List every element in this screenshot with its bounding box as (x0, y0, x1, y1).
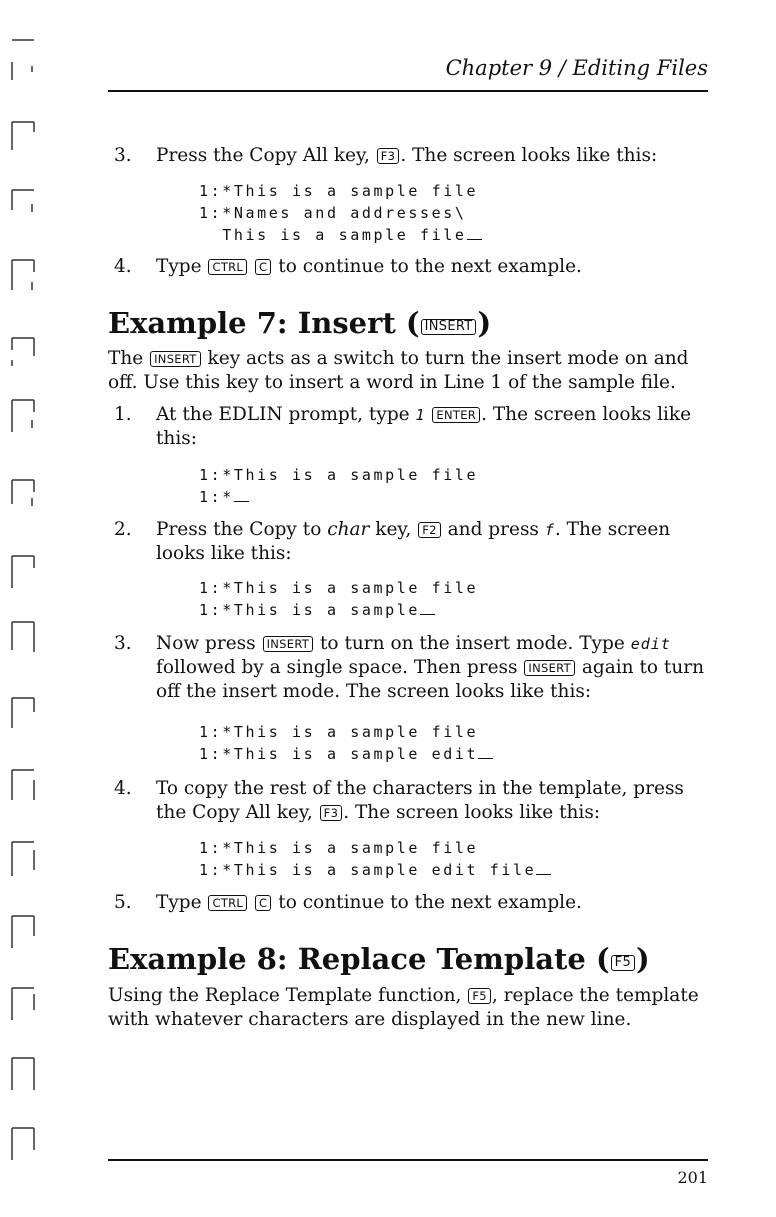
step-text-part: Type (156, 256, 202, 277)
screen-line: 1:*This is a sample file (199, 839, 479, 857)
typed-text: edit (630, 635, 671, 653)
step-text-part: key, (375, 519, 412, 540)
screen-line (199, 743, 708, 765)
f5-key-icon: F5 (611, 955, 635, 971)
intro-text: , replace the template with whatever characters are displayed in the new line. (108, 985, 699, 1030)
cursor (536, 862, 551, 875)
screen-line-text: This is a sample file (199, 226, 467, 244)
header-rule (108, 90, 708, 92)
section-heading-example-8 (108, 942, 708, 976)
step-number: 4. (114, 256, 132, 277)
step-text-part: To copy the rest of the characters in the template, press the Copy All key, (156, 778, 684, 823)
heading-text: Example 7: Insert ( (108, 306, 420, 340)
step-text (156, 255, 708, 279)
intro-text: key acts as a switch to turn the insert mode on and off. Use this key to insert a word in Line 1 of the sample file. (108, 348, 689, 393)
f3-key-icon: F3 (320, 805, 343, 821)
f2-key-icon: F2 (418, 522, 441, 538)
cursor (478, 746, 493, 759)
f5-key-icon: F5 (468, 988, 491, 1004)
step-text-part: At the EDLIN prompt, type (156, 404, 410, 425)
screen-line (199, 599, 708, 621)
insert-key-icon: INSERT (524, 660, 575, 676)
screen-output (108, 464, 708, 508)
screen-output (108, 837, 708, 881)
c-key-icon: C (255, 895, 271, 911)
step-text-part: and press (447, 519, 539, 540)
screen-line (199, 486, 708, 508)
step-text-part: again to turn off the insert mode. The screen looks like this: (156, 657, 705, 702)
step-text (156, 777, 708, 825)
page-body (108, 144, 708, 1032)
intro-text: Using the Replace Template function, (108, 985, 462, 1006)
heading-text: ) (636, 942, 650, 976)
step-text-part: to turn on the insert mode. Type (320, 633, 625, 654)
intro-text: The (108, 348, 144, 369)
screen-line-text: 1:*This is a sample edit file (199, 861, 537, 879)
typed-text: 1 (415, 406, 426, 424)
step-item (108, 403, 708, 451)
screen-line (199, 202, 708, 224)
step-text (156, 144, 708, 168)
step-text-part: . The screen looks like this: (400, 145, 658, 166)
screen-line-text: 1:*This is a sample edit (199, 745, 479, 763)
step-text-part: . The screen looks like this: (156, 404, 692, 449)
step-number: 5. (114, 892, 132, 913)
binding-marks (0, 0, 40, 1217)
screen-line-text: 1:*This is a sample (199, 601, 420, 619)
step-number: 1. (114, 404, 132, 425)
typed-text: f (544, 521, 555, 539)
step-text-part: to continue to the next example. (278, 892, 582, 913)
step-item (108, 632, 708, 704)
insert-key-icon: INSERT (150, 351, 201, 367)
screen-line: 1:*This is a sample file (199, 723, 479, 741)
step-text-part: Press the Copy All key, (156, 145, 370, 166)
step-number: 2. (114, 519, 132, 540)
screen-line-text: 1:*Names and addresses\ (199, 204, 467, 222)
insert-key-icon: INSERT (263, 636, 314, 652)
ctrl-key-icon: CTRL (208, 259, 247, 275)
screen-output (108, 577, 708, 621)
page-number: 201 (677, 1168, 708, 1187)
screen-line: 1:*This is a sample file (199, 579, 479, 597)
step-number: 3. (114, 145, 132, 166)
screen-line-text: 1:* (199, 488, 234, 506)
step-text-part: Type (156, 892, 202, 913)
screen-line: 1:*This is a sample file (199, 466, 479, 484)
section-intro (108, 347, 708, 395)
chapter-header: Chapter 9 / Editing Files (445, 56, 708, 80)
step-item (108, 255, 708, 279)
step-text-part: Now press (156, 633, 256, 654)
step-text (156, 518, 708, 566)
cursor (234, 489, 249, 502)
step-item (108, 777, 708, 825)
section-heading-example-7 (108, 306, 708, 340)
step-text-part: to continue to the next example. (278, 256, 582, 277)
step-text-part: . The screen looks like this: (343, 802, 601, 823)
screen-line: 1:*This is a sample file (199, 182, 479, 200)
screen-output (108, 180, 708, 246)
step-text-part: followed by a single space. Then press (156, 657, 518, 678)
step-item (108, 518, 708, 566)
ctrl-key-icon: CTRL (208, 895, 247, 911)
step-item (108, 891, 708, 915)
screen-line (199, 224, 708, 246)
insert-key-icon: INSERT (421, 319, 477, 335)
section-intro (108, 984, 708, 1032)
screen-output (108, 721, 708, 765)
f3-key-icon: F3 (377, 148, 400, 164)
footer-rule (108, 1159, 708, 1161)
enter-key-icon: ENTER (432, 407, 480, 423)
step-number: 4. (114, 778, 132, 799)
step-text (156, 632, 708, 704)
screen-line (199, 859, 708, 881)
cursor (467, 227, 482, 240)
step-text (156, 403, 708, 451)
italic-term: char (327, 519, 370, 540)
c-key-icon: C (255, 259, 271, 275)
step-item (108, 144, 708, 168)
step-text (156, 891, 708, 915)
step-text-part: Press the Copy to (156, 519, 322, 540)
heading-text: ) (477, 306, 492, 340)
cursor (420, 602, 435, 615)
step-text-part: . The screen looks like this: (156, 519, 671, 564)
step-number: 3. (114, 633, 132, 654)
heading-text: Example 8: Replace Template ( (108, 942, 610, 976)
